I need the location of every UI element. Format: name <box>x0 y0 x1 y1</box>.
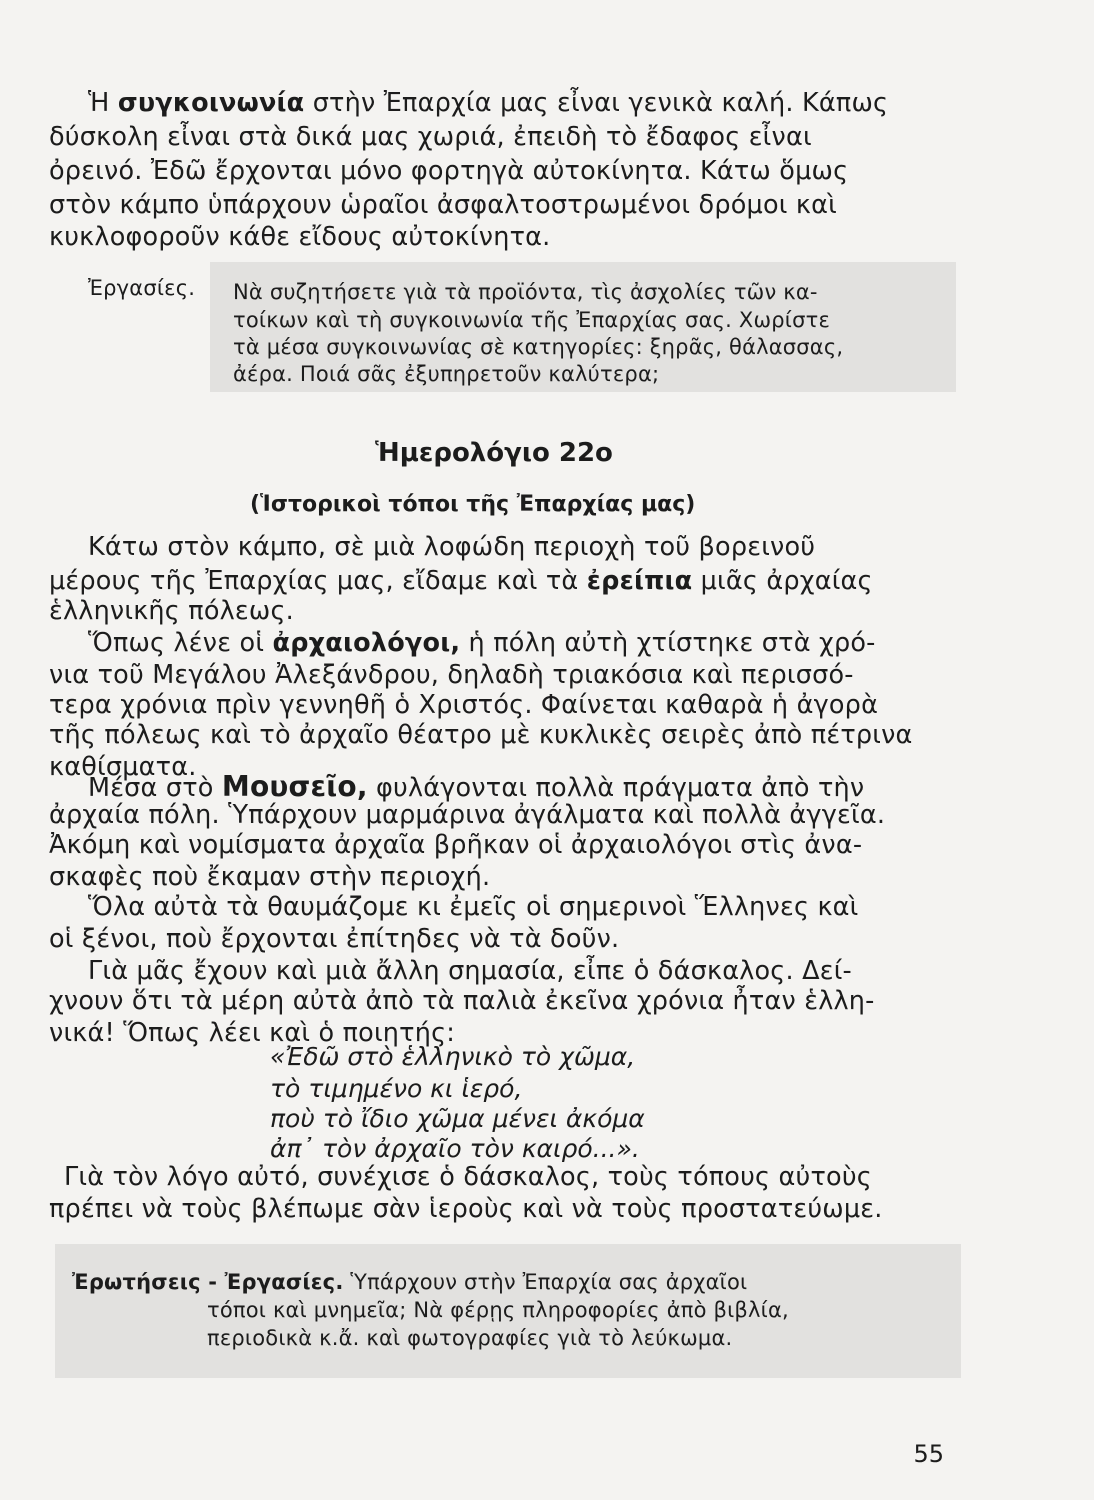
text-line: ἀρχαία πόλη. Ὑπάρχουν μαρμάρινα ἀγάλματα καὶ πολλὰ ἀγγεῖα. <box>49 800 886 830</box>
text-line: χνουν ὅτι τὰ μέρη αὐτὰ ἀπὸ τὰ παλιὰ ἐκεῖνα χρόνια ἦταν ἑλλη- <box>49 986 875 1016</box>
text-line: Ὅπως λένε οἱ ἀρχαιολόγοι, ἡ πόλη αὐτὴ χτίστηκε στὰ χρό- <box>88 628 876 658</box>
text-line: ὀρεινό. Ἐδῶ ἔρχονται μόνο φορτηγὰ αὐτοκίνητα. Κάτω ὅμως <box>49 156 849 186</box>
tasks-label: Ἐργασίες. <box>88 276 196 300</box>
poem-line: τὸ τιμημένο κι ἱερό, <box>270 1074 523 1103</box>
text-line: σκαφὲς ποὺ ἔκαμαν στὴν περιοχή. <box>49 862 491 892</box>
text-line: νικά! Ὅπως λέει καὶ ὁ ποιητής: <box>49 1018 456 1048</box>
questions-label: Ἐρωτήσεις - Ἐργασίες. <box>72 1270 344 1294</box>
questions-line: Ἐρωτήσεις - Ἐργασίες. Ὑπάρχουν στὴν Ἐπαρχία σας ἀρχαῖοι <box>72 1270 748 1294</box>
text-line: τῆς πόλεως καὶ τὸ ἀρχαῖο θέατρο μὲ κυκλικὲς σειρὲς ἀπὸ πέτρινα <box>49 720 913 750</box>
page-number: 55 <box>913 1440 944 1468</box>
poem-line: ποὺ τὸ ἴδιο χῶμα μένει ἀκόμα <box>270 1104 645 1133</box>
bold-term: Μουσεῖο, <box>221 770 368 803</box>
tasks-line: Νὰ συζητήσετε γιὰ τὰ προϊόντα, τὶς ἀσχολίες τῶν κα- <box>233 280 818 304</box>
text-line: Κάτω στὸν κάμπο, σὲ μιὰ λοφώδη περιοχὴ τοῦ βορεινοῦ <box>88 532 816 562</box>
text-line: στὸν κάμπο ὑπάρχουν ὡραῖοι ἀσφαλτοστρωμένοι δρόμοι καὶ <box>49 190 837 220</box>
text-line: Μέσα στὸ Μουσεῖο, φυλάγονται πολλὰ πράγματα ἀπὸ τὴν <box>88 770 865 803</box>
text-line: Γιὰ μᾶς ἔχουν καὶ μιὰ ἄλλη σημασία, εἶπε ὁ δάσκαλος. Δεί- <box>88 956 852 986</box>
tasks-line: τοίκων καὶ τὴ συγκοινωνία τῆς Ἐπαρχίας σας. Χωρίστε <box>233 308 831 332</box>
bold-term: ἐρείπια <box>586 566 693 596</box>
tasks-line: ἀέρα. Ποιά σᾶς ἐξυπηρετοῦν καλύτερα; <box>233 362 660 386</box>
poem-line: ἀπ᾽ τὸν ἀρχαῖο τὸν καιρό...». <box>270 1134 640 1163</box>
text-line: οἱ ξένοι, ποὺ ἔρχονται ἐπίτηδες νὰ τὰ δοῦν. <box>49 924 620 954</box>
text-line: Ὅλα αὐτὰ τὰ θαυμάζομε κι ἐμεῖς οἱ σημερινοὶ Ἕλληνες καὶ <box>88 892 859 922</box>
bold-term: συγκοινωνία <box>117 88 305 118</box>
text-line: μέρους τῆς Ἐπαρχίας μας, εἴδαμε καὶ τὰ ἐρείπια μιᾶς ἀρχαίας <box>49 566 873 596</box>
text-line: τερα χρόνια πρὶν γεννηθῆ ὁ Χριστός. Φαίνεται καθαρὰ ἡ ἀγορὰ <box>49 690 879 720</box>
bold-term: ἀρχαιολόγοι, <box>272 628 461 658</box>
diary-title: Ἡμερολόγιο 22ο <box>375 438 613 468</box>
diary-subtitle: (Ἱστορικοὶ τόποι τῆς Ἐπαρχίας μας) <box>250 492 696 517</box>
questions-line: τόποι καὶ μνημεῖα; Νὰ φέρῃς πληροφορίες ἀπὸ βιβλία, <box>207 1298 789 1322</box>
text-line: κυκλοφοροῦν κάθε εἴδους αὐτοκίνητα. <box>49 222 551 252</box>
text-line: δύσκολη εἶναι στὰ δικά μας χωριά, ἐπειδὴ τὸ ἔδαφος εἶναι <box>49 122 812 152</box>
text-line: καθίσματα. <box>49 752 197 782</box>
questions-line: περιοδικὰ κ.ἄ. καὶ φωτογραφίες γιὰ τὸ λεύκωμα. <box>207 1326 733 1350</box>
text-line: Ἀκόμη καὶ νομίσματα ἀρχαῖα βρῆκαν οἱ ἀρχαιολόγοι στὶς ἀνα- <box>49 830 863 860</box>
text-line: πρέπει νὰ τοὺς βλέπωμε σὰν ἱεροὺς καὶ νὰ τοὺς προστατεύωμε. <box>49 1194 883 1224</box>
text-line: Γιὰ τὸν λόγο αὐτό, συνέχισε ὁ δάσκαλος, τοὺς τόπους αὐτοὺς <box>64 1162 872 1192</box>
text-line: νια τοῦ Μεγάλου Ἀλεξάνδρου, δηλαδὴ τριακόσια καὶ περισσό- <box>49 660 854 690</box>
text-line: Ἡ συγκοινωνία στὴν Ἐπαρχία μας εἶναι γενικὰ καλή. Κάπως <box>88 88 889 118</box>
text-line: ἑλληνικῆς πόλεως. <box>49 596 294 626</box>
tasks-line: τὰ μέσα συγκοινωνίας σὲ κατηγορίες: ξηρᾶς, θάλασσας, <box>233 335 844 359</box>
poem-line: «Ἐδῶ στὸ ἑλληνικὸ τὸ χῶμα, <box>270 1042 636 1071</box>
